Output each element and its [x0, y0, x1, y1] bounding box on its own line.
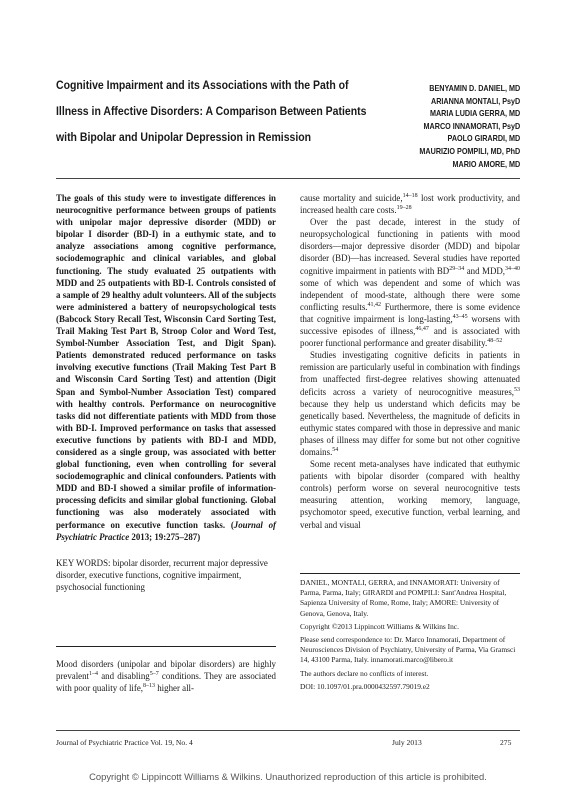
body-text: worsens with successive episodes of illness, — [300, 313, 520, 337]
title-line: Cognitive Impairment and its Associations with the Path of — [56, 78, 349, 92]
body-text: cause mortality and suicide, — [300, 193, 403, 203]
footnote-separator — [300, 573, 520, 574]
intro-paragraph — [56, 658, 276, 694]
reference-marker: 19–28 — [396, 205, 412, 212]
citation-paren: ( — [230, 519, 234, 530]
reference-marker: 46,47 — [415, 326, 429, 333]
conflict-note: The authors declare no conflicts of interest. — [300, 668, 429, 678]
reference-marker: 43–45 — [452, 313, 468, 320]
reference-marker: 8–13 — [143, 683, 156, 690]
left-column — [56, 192, 276, 593]
title-line: with Bipolar and Unipolar Depression in Remission — [56, 130, 312, 144]
keywords-text: bipolar disorder, recurrent major depressive disorder, executive functions, cognitive impairment, psychosocial functioning — [56, 557, 268, 592]
reference-marker: 5–7 — [149, 671, 159, 678]
page-number: 275 — [500, 738, 512, 747]
citation-journal: Journal of Psychiatric Practice — [56, 519, 277, 542]
body-paragraph — [300, 192, 520, 216]
body-text: because they help us understand which deficits may be genetically based. Nevertheless, the magnitude of deficits in euthymic states compared with those in depressive and manic phases of illness may differ for some but not other cognitive domains. — [300, 398, 520, 457]
doi-note: DOI: 10.1097/01.pra.0000432597.79019.e2 — [300, 681, 430, 691]
intro-text: higher all- — [155, 683, 194, 694]
keywords-label: KEY WORDS: — [56, 557, 111, 568]
keywords — [56, 557, 276, 593]
author: PAOLO GIRARDI, MD — [447, 133, 520, 144]
right-column — [300, 192, 520, 531]
author: MAURIZIO POMPILI, MD, PhD — [419, 145, 520, 156]
abstract-separator — [56, 646, 276, 647]
footer-rule — [56, 730, 520, 731]
author: MARCO INNAMORATI, PsyD — [423, 120, 520, 131]
copyright-banner: Copyright © Lippincott Williams & Wilkins. Unauthorized reproduction of this article is prohibited. — [89, 771, 487, 782]
reference-marker: 54 — [332, 447, 339, 453]
intro-text: and disabling — [98, 671, 150, 682]
title-line: Illness in Affective Disorders: A Comparison Between Patients — [56, 104, 367, 118]
header-rule — [56, 178, 520, 179]
reference-marker: 53 — [514, 386, 520, 393]
body-text: some of which was dependent and some of which was independent of mood-state, although there were some conflicting results. — [300, 277, 520, 312]
article-title — [56, 72, 409, 150]
body-paragraph — [300, 216, 520, 349]
body-text: lost work productivity, and increased health care costs. — [300, 193, 520, 216]
intro-text: conditions. They are associated with poor quality of life, — [56, 671, 276, 694]
reference-marker: 41,42 — [367, 301, 382, 308]
reference-marker: 29–34 — [449, 265, 465, 272]
body-text: Studies investigating cognitive deficits in patients in remission are particularly useful in combination with findings from unaffected first-degree relatives showing attenuated deficits across a variety of neurocognitive measures, — [300, 350, 520, 397]
body-paragraph — [300, 349, 520, 458]
author: MARIO AMORE, MD — [452, 158, 520, 169]
correspondence-note: Please send correspondence to: Dr. Marco Innamorati, Department of Neurosciences Division of Psychiatry, University of Parma, Via Gramsci 14, 43100 Parma, Italy. innamorati.marco@libero.it — [300, 635, 516, 665]
body-text: and MDD, — [464, 265, 505, 276]
affiliations-note: DANIEL, MONTALI, GERRA, and INNAMORATI: University of Parma, Parma, Italy; GIRARDI and POMPILI: Sant'Andrea Hospital, Sapienza University of Rome, Rome, Italy; AMORE: University of Genova, Genova, Italy. — [300, 578, 507, 618]
reference-marker: 14–18 — [402, 193, 418, 200]
author: MARIA LUDIA GERRA, MD — [429, 108, 520, 119]
footer-date: July 2013 — [392, 738, 422, 747]
abstract-text: The goals of this study were to investigate differences in neurocognitive performance between groups of patients with unipolar major depressive disorder (MDD) or bipolar I disorder (BD-I) in a euthymic state, and to analyze associations among cognitive performance, sociodemographic and clinical variables, and global functioning. The study evaluated 25 outpatients with MDD and 25 outpatients with BD-I. Controls consisted of a sample of 29 healthy adult volunteers. All of the subjects were administered a battery of neuropsychological tests (Babcock Story Recall Test, Wisconsin Card Sorting Test, Trail Making Test Part B, Stroop Color and Word Test, Symbol-Number Association Test, and Digit Span). Patients demonstrated reduced performance on tasks involving executive functions (Trail Making Test Part B and Wisconsin Card Sorting Test) and attention (Digit Span and Symbol-Number Association Test) compared with healthy controls. Performance on neurocognitive tasks did not differentiate patients with MDD from those with BD-I. Improved performance on tasks that assessed executive functions by patients with BD-I and MDD, considered as a single group, was associated with better global functioning, even when controlling for several sociodemographic and clinical confounders. Patients with MDD and BD-I showed a similar profile of information-processing deficits and similar global functioning. Global functioning was also moderately associated with performance on executive function tasks. — [56, 193, 276, 530]
body-text: Over the past decade, interest in the study of neuropsychological functioning in patients with mood disorders—major depressive disorder (MDD) and bipolar disorder (BD)—has increased. Several studies have reported cognitive impairment in patients with BD — [300, 217, 520, 276]
body-text: Furthermore, there is some evidence that cognitive impairment is long-lasting, — [300, 301, 520, 324]
copyright-note: Copyright ©2013 Lippincott Williams & Wilkins Inc. — [300, 621, 459, 631]
citation-details: 2013; 19:275–287) — [129, 531, 201, 542]
reference-marker: 34–40 — [504, 265, 520, 272]
reference-marker: 48–52 — [487, 338, 503, 345]
author: ARIANNA MONTALI, PsyD — [430, 95, 520, 106]
footer-journal: Journal of Psychiatric Practice Vol. 19, No. 4 — [56, 738, 193, 747]
author: BENYAMIN D. DANIEL, MD — [429, 83, 520, 93]
footnotes — [300, 578, 520, 695]
body-text: and is associated with poorer functional performance and greater disability. — [300, 326, 520, 349]
abstract — [56, 192, 276, 543]
reference-marker: 1–4 — [89, 671, 99, 678]
intro-text: Mood disorders (unipolar and bipolar disorders) are highly prevalent — [56, 659, 276, 682]
body-paragraph: Some recent meta-analyses have indicated that euthymic patients with bipolar disorder (compared with healthy controls) perform worse on several neurocognitive tests measuring attention, working memory, language, psychomotor speed, executive function, verbal learning, and verbal and visual — [300, 459, 520, 530]
author-list — [419, 82, 520, 170]
intro-paragraph-container — [56, 658, 276, 694]
